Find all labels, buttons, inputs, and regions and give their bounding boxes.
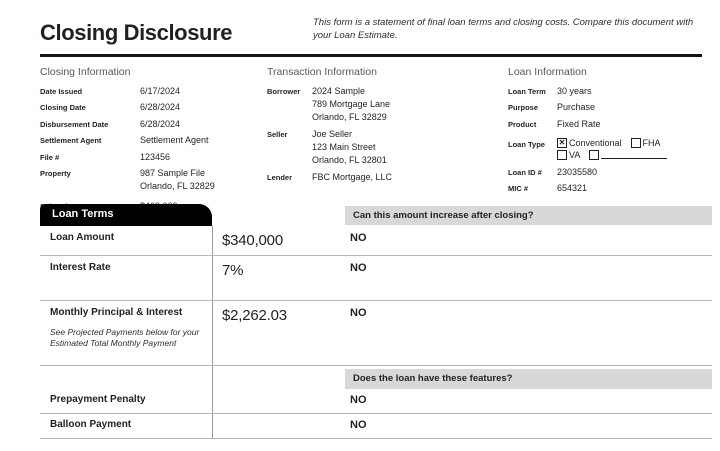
field-label: Loan ID # [508,167,542,177]
row-label: Interest Rate [50,262,111,273]
borrower-line: 789 Mortgage Lane [312,99,391,110]
table-row [40,414,712,439]
field-settlement-agent [40,134,262,147]
question-increase-header: Can this amount increase after closing? [345,206,712,225]
loan-terms-tab: Loan Terms [40,204,212,226]
field-label: Closing Date [40,103,86,113]
field-label: Disbursement Date [40,119,109,129]
field-value: 6/17/2024 [140,86,181,96]
field-label: Product [508,119,537,129]
row-value: $340,000 [222,232,283,249]
field-label: Seller [267,129,288,139]
field-property [40,167,262,193]
field-label: MIC # [508,184,529,194]
field-value: Settlement Agent [140,135,209,146]
field-loan-type [508,138,708,162]
loan-information-heading: Loan Information [508,66,587,78]
question-features-header: Does the loan have these features? [345,369,712,389]
field-label: File # [40,152,60,162]
checkbox-checked-icon[interactable]: ✕ [558,137,566,147]
borrower-line: Orlando, FL 32829 [312,112,387,123]
loan-type-option-label: FHA [642,137,661,148]
row-value-empty [212,394,342,413]
field-label: Settlement Agent [40,136,102,146]
checkbox-unchecked-icon[interactable] [557,150,567,160]
field-label: Lender [267,172,293,182]
checkbox-unchecked-icon[interactable] [631,138,641,148]
field-label: Borrower [267,87,301,96]
field-value [312,128,387,168]
field-value [140,167,215,193]
row-answer: NO [350,394,367,406]
loan-type-option-label: VA [569,149,581,160]
field-label: Date Issued [40,87,83,96]
loan-type-other-blank [601,150,667,159]
row-label: Loan Amount [50,232,115,243]
table-row [40,226,712,256]
row-value: $2,262.03 [222,307,287,324]
loan-terms-rows [40,226,712,439]
field-value: 6/28/2024 [140,118,181,129]
field-date-issued [40,85,262,98]
borrower-line: 2024 Sample [312,86,366,96]
field-purpose [508,101,708,114]
field-disbursement-date [40,118,262,131]
row-answer: NO [350,307,367,319]
row-label [40,307,212,365]
row-value-empty [212,419,342,438]
document-purpose-note: This form is a statement of final loan terms and closing costs. Compare this document with your Loan Estimate. [313,17,694,42]
row-label-text: Monthly Principal & Interest [50,307,183,318]
row-answer: NO [350,232,367,244]
field-label: Property [40,168,71,178]
field-value: Purchase [557,102,596,113]
field-label: Loan Term [508,87,546,96]
seller-line: Orlando, FL 32801 [312,155,387,166]
field-file-number [40,151,262,164]
field-value: 123456 [140,151,171,162]
table-row [40,390,712,414]
loan-type-line-1 [557,138,670,148]
row-answer: NO [350,419,367,431]
features-header-row [40,366,712,390]
transaction-information-section [267,66,499,187]
field-value: 6/28/2024 [140,102,181,113]
table-row [40,301,712,366]
field-borrower [267,85,499,125]
field-value: 30 years [557,86,592,96]
property-address-line: Orlando, FL 32829 [140,181,215,192]
row-label: Prepayment Penalty [50,394,146,405]
field-value: Fixed Rate [557,118,601,129]
loan-type-option-label: Conventional [569,137,622,148]
seller-line: 123 Main Street [312,142,376,152]
closing-information-heading: Closing Information [40,66,131,78]
row-value: 7% [222,262,244,279]
seller-line: Joe Seller [312,128,353,139]
header-divider [40,54,702,57]
page-title: Closing Disclosure [40,20,233,45]
field-value: 654321 [557,183,588,194]
field-value [312,171,392,184]
field-loan-id [508,166,708,179]
table-row [40,256,712,301]
field-label: Purpose [508,103,539,113]
loan-type-options [557,138,670,162]
field-product [508,118,708,131]
loan-terms-table [40,204,712,440]
field-closing-date [40,101,262,114]
lender-line: FBC Mortgage, LLC [312,171,393,182]
field-label: Loan Type [508,139,545,149]
loan-information-section [508,66,708,199]
loan-type-line-2 [557,150,670,160]
row-answer: NO [350,262,367,274]
field-lender [267,171,499,184]
field-loan-term [508,85,708,98]
property-address-line: 987 Sample File [140,167,206,178]
transaction-information-heading: Transaction Information [267,66,377,78]
row-note: See Projected Payments below for your Estimated Total Monthly Payment [50,327,200,349]
field-seller [267,128,499,168]
field-value: 23035580 [557,166,598,177]
checkbox-unchecked-icon[interactable] [589,150,599,160]
field-value [312,85,390,125]
field-mic [508,182,708,195]
closing-information-section [40,66,262,217]
row-label: Balloon Payment [50,419,132,430]
